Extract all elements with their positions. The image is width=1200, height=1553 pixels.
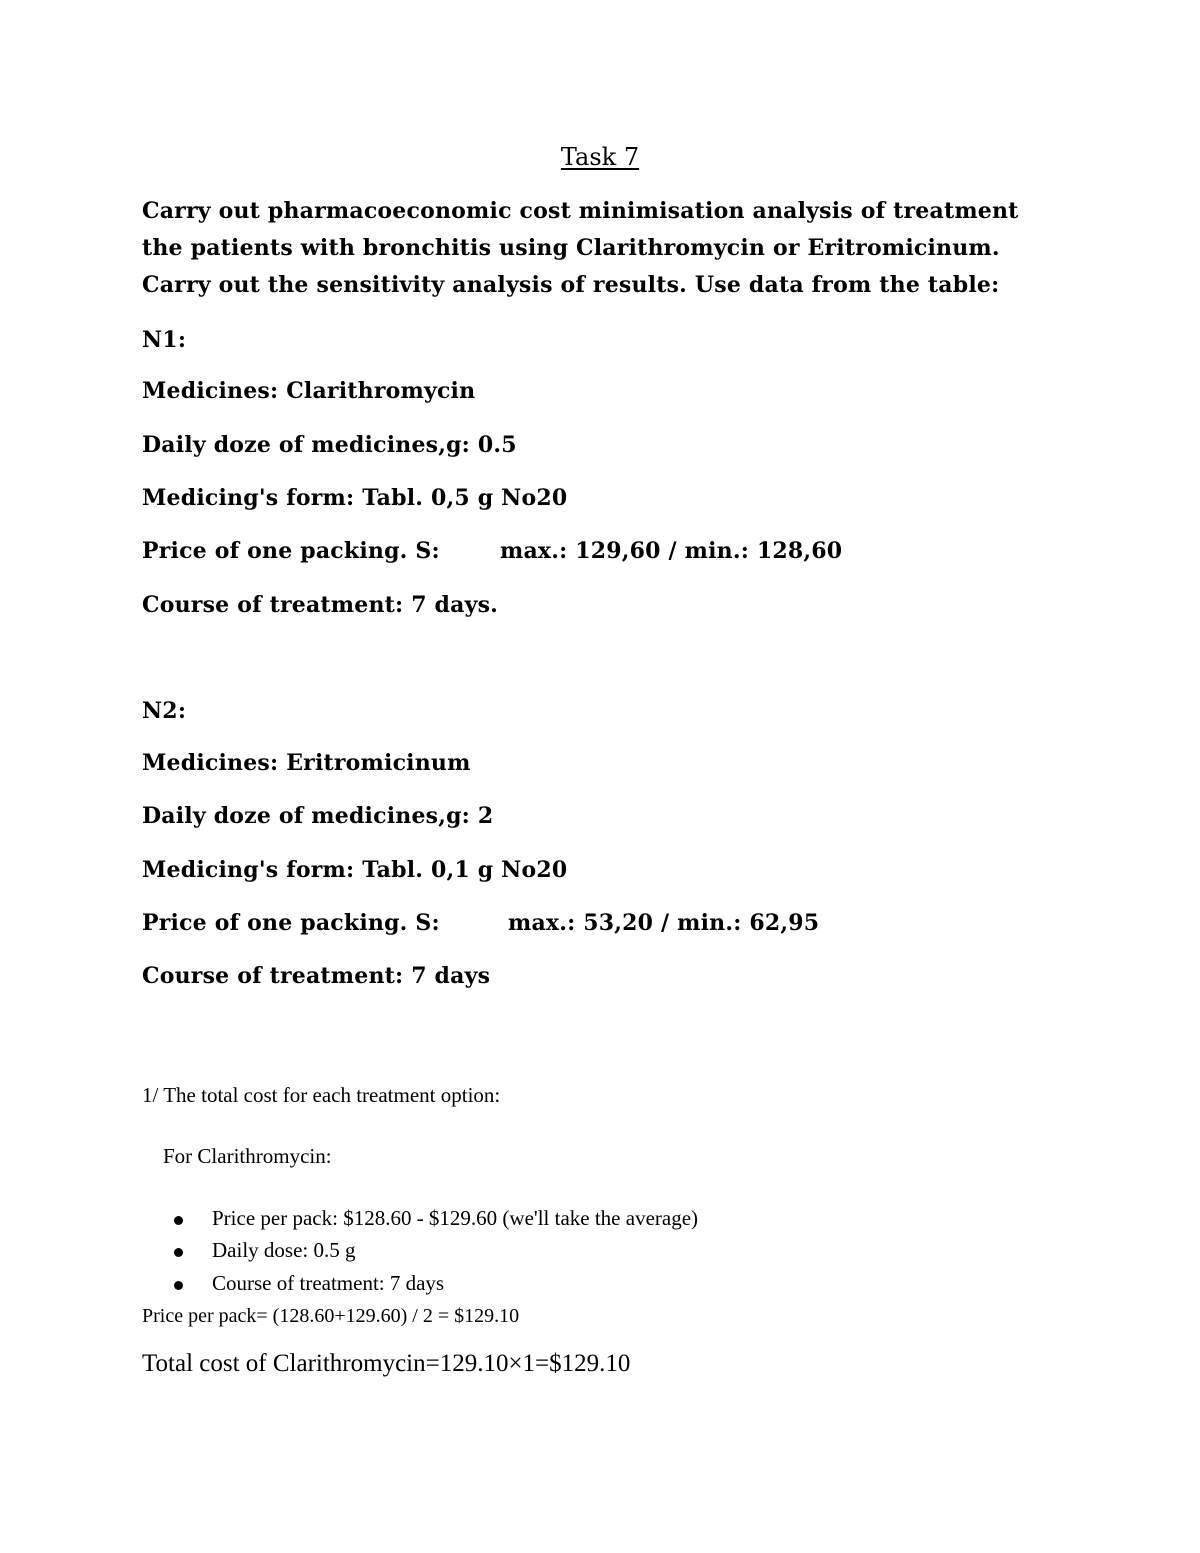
task-line-3: Carry out the sensitivity analysis of results. Use data from the table: xyxy=(142,272,1000,298)
solution-subheading: For Clarithromycin: xyxy=(163,1144,332,1168)
bullet-item-course: Course of treatment: 7 days xyxy=(212,1271,445,1295)
page-title: Task 7 xyxy=(560,143,640,171)
n1-medicines: Medicines: Clarithromycin xyxy=(142,378,476,404)
n2-form: Medicing's form: Tabl. 0,1 g No20 xyxy=(142,857,568,883)
n1-price-value: max.: 129,60 / min.: 128,60 xyxy=(500,538,843,564)
task-line-1: Carry out pharmacoeconomic cost minimisation analysis of treatment xyxy=(142,198,1019,224)
bullet-dot xyxy=(174,1248,183,1257)
bullet-dot xyxy=(174,1216,183,1225)
n1-label: N1: xyxy=(142,327,187,353)
total-formula: Total cost of Clarithromycin=129.10×1=$129.10 xyxy=(142,1350,631,1377)
n2-daily-dose: Daily doze of medicines,g: 2 xyxy=(142,803,494,829)
solution-heading: 1/ The total cost for each treatment option: xyxy=(142,1083,501,1107)
n1-daily-dose: Daily doze of medicines,g: 0.5 xyxy=(142,432,517,458)
n2-label: N2: xyxy=(142,698,187,724)
price-formula: Price per pack= (128.60+129.60) / 2 = $129.10 xyxy=(142,1305,520,1327)
bullet-item-dose: Daily dose: 0.5 g xyxy=(212,1238,356,1262)
n2-course: Course of treatment: 7 days xyxy=(142,963,491,989)
n2-price-label: Price of one packing. S: xyxy=(142,910,440,936)
n2-price-value: max.: 53,20 / min.: 62,95 xyxy=(508,910,820,936)
n2-medicines: Medicines: Eritromicinum xyxy=(142,750,471,776)
task-line-2: the patients with bronchitis using Clarithromycin or Eritromicinum. xyxy=(142,235,1000,261)
n1-price-label: Price of one packing. S: xyxy=(142,538,440,564)
n1-form: Medicing's form: Tabl. 0,5 g No20 xyxy=(142,485,568,511)
bullet-dot xyxy=(174,1281,183,1290)
bullet-item-price: Price per pack: $128.60 - $129.60 (we'll take the average) xyxy=(212,1206,699,1230)
n1-course: Course of treatment: 7 days. xyxy=(142,592,499,618)
